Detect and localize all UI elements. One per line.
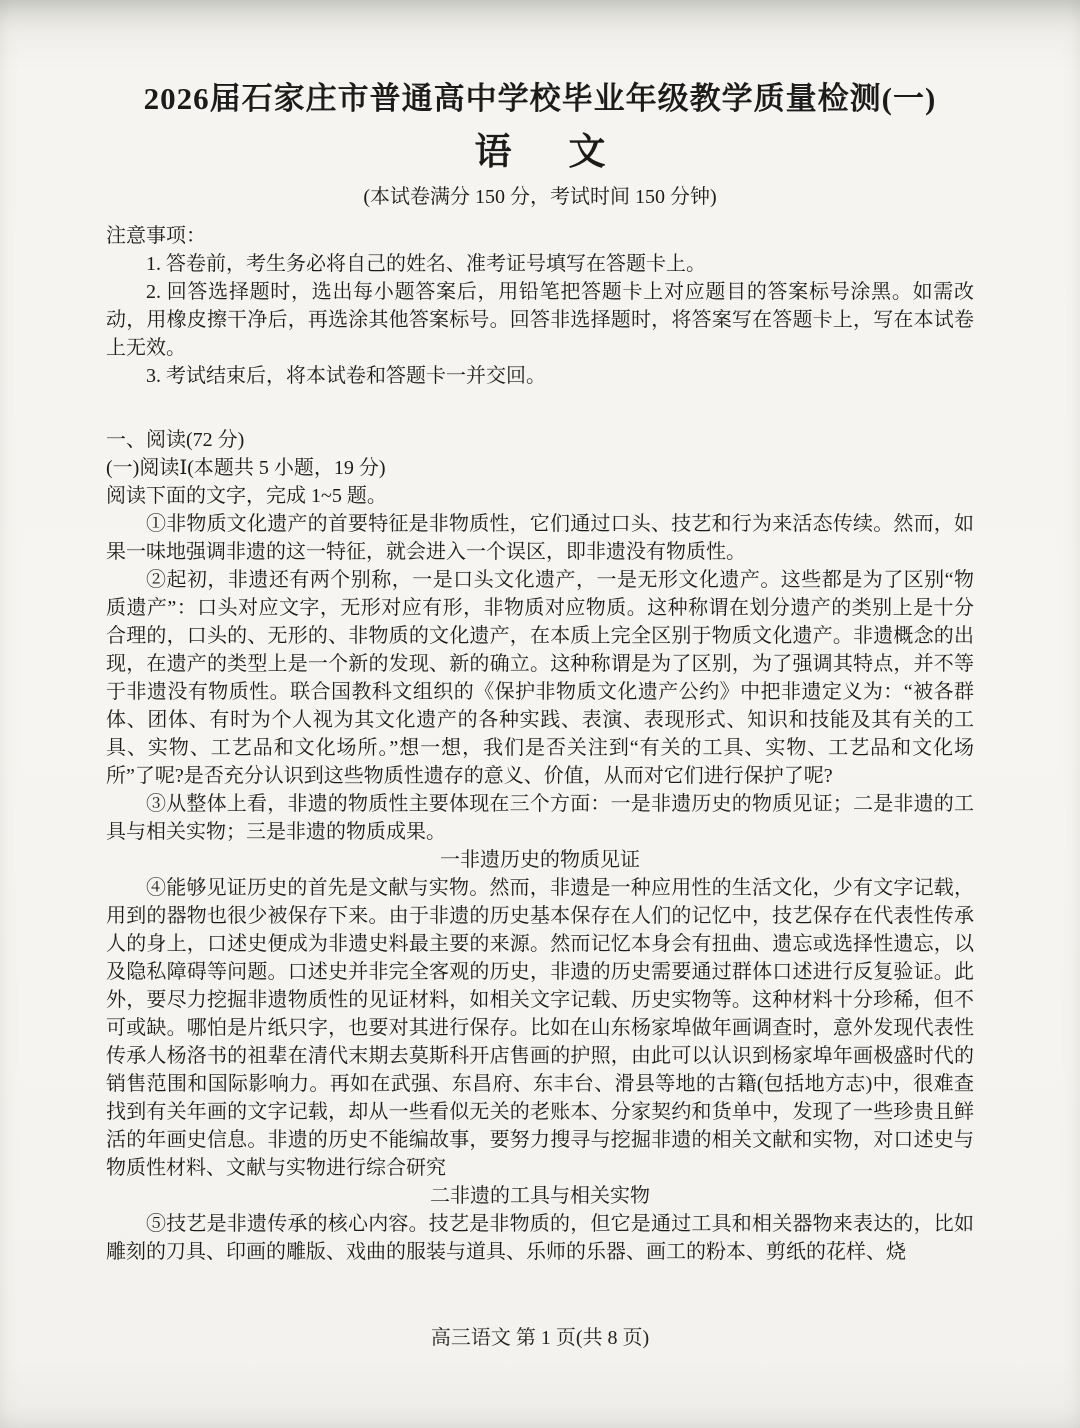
passage-paragraph-5: ⑤技艺是非遗传承的核心内容。技艺是非物质的，但它是通过工具和相关器物来表达的，比如雕刻的刀具、印画的雕版、戏曲的服装与道具、乐师的乐器、画工的粉本、剪纸的花样、烧	[106, 1212, 974, 1263]
passage-paragraph-2: ②起初，非遗还有两个别称，一是口头文化遗产，一是无形文化遗产。这些都是为了区别“物质遗产”：口头对应文字，无形对应有形，非物质对应物质。这种称谓在划分遗产的类别上是十分合理的，口头的、无形的、非物质的文化遗产，在本质上完全区别于物质文化遗产。非遗概念的出现，在遗产的类型上是一个新的发现、新的确立。这种称谓是为了区别，为了强调其特点，并不等于非遗没有物质性。联合国教科文组织的《保护非物质文化遗产公约》中把非遗定义为：“被各群体、团体、有时为个人视为其文化遗产的各种实践、表演、表现形式、知识和技能及其有关的工具、实物、工艺品和文化场所。”想一想，我们是否关注到“有关的工具、实物、工艺品和文化场所”了呢?是否充分认识到这些物质性遗存的意义、价值，从而对它们进行保护了呢?	[106, 568, 974, 787]
passage-heading-2: 二非遗的工具与相关实物	[430, 1184, 650, 1207]
subject-title: 语 文	[474, 132, 616, 174]
passage-paragraph-1: ①非物质文化遗产的首要特征是非物质性，它们通过口头、技艺和行为来活态传续。然而，如果一味地强调非遗的这一特征，就会进入一个误区，即非遗没有物质性。	[106, 512, 974, 563]
passage-heading-1: 一非遗历史的物质见证	[440, 848, 640, 871]
reading-instruction: 阅读下面的文字，完成 1~5 题。	[106, 484, 387, 507]
notice-item-3: 3. 考试结束后，将本试卷和答题卡一并交回。	[146, 364, 546, 387]
exam-title: 2026届石家庄市普通高中学校毕业年级教学质量检测(一)	[143, 81, 937, 116]
notices-section	[106, 222, 974, 390]
reading-section	[106, 426, 974, 1266]
notices-heading: 注意事项：	[106, 224, 206, 247]
subpart-title: (一)阅读Ⅰ(本题共 5 小题，19 分)	[106, 456, 386, 479]
notice-item-1: 1. 答卷前，考生务必将自己的姓名、准考证号填写在答题卡上。	[146, 252, 706, 275]
part-title: 一、阅读(72 分)	[106, 428, 245, 451]
exam-info-line: (本试卷满分 150 分，考试时间 150 分钟)	[363, 185, 717, 208]
passage-paragraph-3: ③从整体上看，非遗的物质性主要体现在三个方面：一是非遗历史的物质见证；二是非遗的工具与相关实物；三是非遗的物质成果。	[106, 792, 974, 843]
notice-item-2: 2. 回答选择题时，选出每小题答案后，用铅笔把答题卡上对应题目的答案标号涂黑。如需改动，用橡皮擦干净后，再选涂其他答案标号。回答非选择题时，将答案写在答题卡上，写在本试卷上无效。	[106, 280, 974, 359]
footer-page-number: 高三语文 第 1 页(共 8 页)	[430, 1327, 650, 1349]
passage-paragraph-4: ④能够见证历史的首先是文献与实物。然而，非遗是一种应用性的生活文化，少有文字记载，用到的器物也很少被保存下来。由于非遗的历史基本保存在人们的记忆中，技艺保存在代表性传承人的身上，口述史便成为非遗史料最主要的来源。然而记忆本身会有扭曲、遗忘或选择性遗忘，以及隐私障碍等问题。口述史并非完全客观的历史，非遗的历史需要通过群体口述进行反复验证。此外，要尽力挖掘非遗物质性的见证材料，如相关文字记载、历史实物等。这种材料十分珍稀，但不可或缺。哪怕是片纸只字，也要对其进行保存。比如在山东杨家埠做年画调查时，意外发现代表性传承人杨洛书的祖辈在清代末期去莫斯科开店售画的护照，由此可以认识到杨家埠年画极盛时代的销售范围和国际影响力。再如在武强、东昌府、东丰台、滑县等地的古籍(包括地方志)中，很难查找到有关年画的文字记载，却从一些看似无关的老账本、分家契约和货单中，发现了一些珍贵且鲜活的年画史信息。非遗的历史不能编故事，要努力搜寻与挖掘非遗的相关文献和实物，对口述史与物质性材料、文献与实物进行综合研究	[106, 876, 974, 1179]
